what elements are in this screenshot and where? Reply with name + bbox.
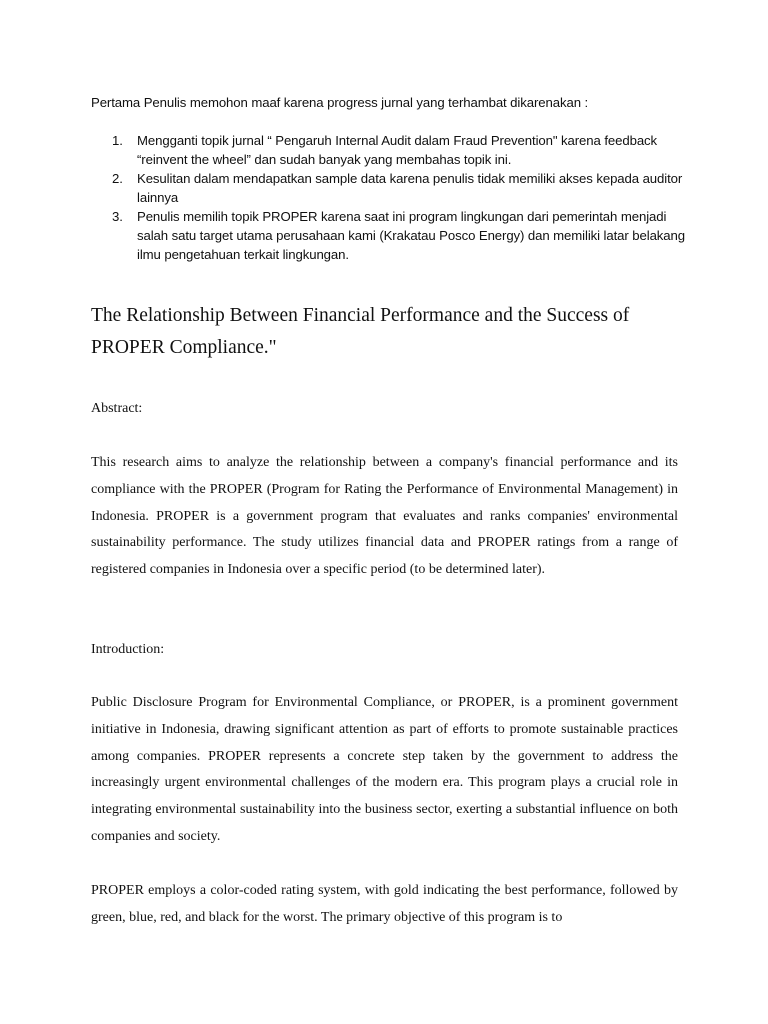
list-number: 1. [112, 133, 123, 148]
abstract-heading: Abstract: [91, 401, 143, 416]
list-item-text: Mengganti topik jurnal “ Pengaruh Internal Audit dalam Fraud Prevention" karena feedback “reinvent the wheel” dan sudah banyak yang membahas topik ini. [137, 133, 658, 167]
list-number: 2. [112, 171, 123, 186]
note-reason-item [91, 169, 691, 207]
list-number: 3. [112, 209, 123, 224]
introduction-paragraph-2: PROPER employs a color-coded rating system, with gold indicating the best performance, followed by green, blue, red, and black for the worst. The primary objective of this program is to [91, 883, 678, 925]
note-reason-item [91, 131, 691, 169]
introduction-heading: Introduction: [91, 642, 165, 657]
note-intro: Pertama Penulis memohon maaf karena progress jurnal yang terhambat dikarenakan : [91, 95, 589, 110]
paper-title: The Relationship Between Financial Performance and the Success of PROPER Compliance." [91, 305, 630, 358]
abstract-paragraph: This research aims to analyze the relationship between a company's financial performance and its compliance with the PROPER (Program for Rating the Performance of Environmental Management) in Indonesia. PROPER is a government program that evaluates and ranks companies' environmental sustainability performance. The study utilizes financial data and PROPER ratings from a range of registered companies in Indonesia over a specific period (to be determined later). [91, 455, 678, 578]
list-item-text: Penulis memilih topik PROPER karena saat ini program lingkungan dari pemerintah menjadi salah satu target utama perusahaan kami (Krakatau Posco Energy) dan memiliki latar belakang ilmu pengetahuan terkait lingkungan. [137, 209, 686, 262]
introduction-paragraph-1: Public Disclosure Program for Environmental Compliance, or PROPER, is a prominent government initiative in Indonesia, drawing significant attention as part of efforts to promote sustainable practices among companies. PROPER represents a concrete step taken by the government to address the increasingly urgent environmental challenges of the modern era. This program plays a crucial role in integrating environmental sustainability into the business sector, exerting a substantial influence on both companies and society. [91, 695, 678, 844]
note-reason-item [91, 207, 691, 264]
note-reason-list [91, 131, 691, 264]
list-item-text: Kesulitan dalam mendapatkan sample data karena penulis tidak memiliki akses kepada auditor lainnya [137, 171, 683, 205]
